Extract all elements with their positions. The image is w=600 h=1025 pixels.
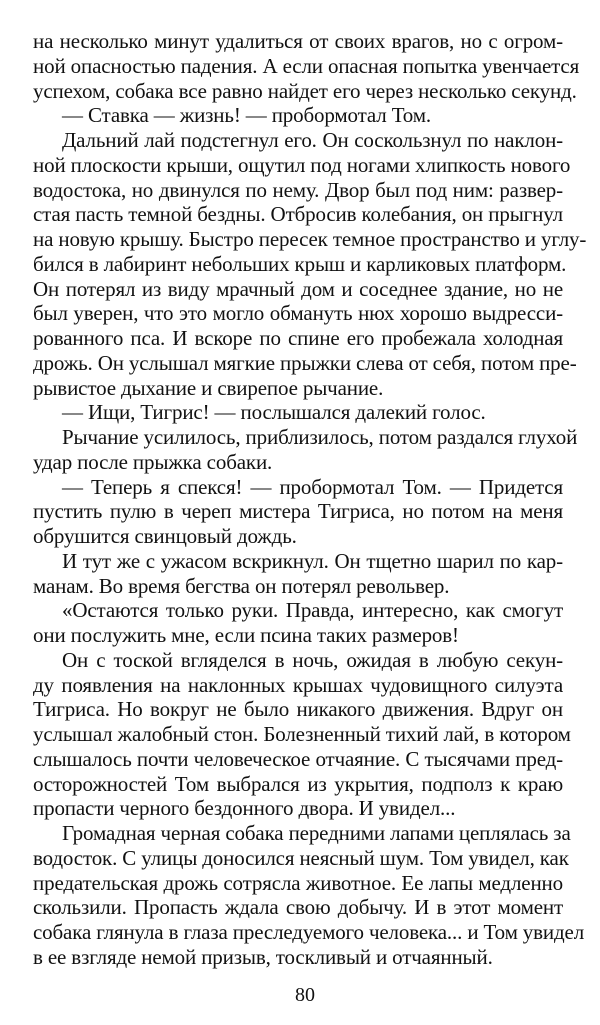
- text-line: бился в лабиринт небольших крыш и карликовых платформ.: [33, 251, 567, 276]
- text-line: И тут же с ужасом вскрикнул. Он тщетно шарил по кар-: [62, 548, 563, 573]
- text-line: был уверен, что это могло обмануть нюх хорошо выдресси-: [33, 301, 563, 326]
- text-line: пустить пулю в череп мистера Тигриса, но потом на меня: [33, 499, 563, 524]
- text-line: водостока, но двинулся по нему. Двор был под ним: развер-: [33, 177, 563, 202]
- text-line: — Ставка — жизнь! — пробормотал Том.: [62, 103, 431, 128]
- text-line: пропасти черного бездонного двора. И увидел...: [33, 796, 456, 821]
- text-line: ной плоскости крыши, ощутил под ногами хлипкость нового: [33, 152, 571, 177]
- text-line: собака глянула в глаза преследуемого человека... и Том увидел: [33, 920, 585, 944]
- text-line: стая пасть темной бездны. Отбросив колебания, он прыгнул: [33, 202, 563, 227]
- text-line: они послужить мне, если псина таких размеров!: [33, 623, 459, 647]
- text-line: скользили. Пропасть ждала свою добычу. И в этот момент: [33, 895, 563, 920]
- text-line: водосток. С улицы доносился неясный шум. Том увидел, как: [33, 845, 569, 870]
- text-line: на новую крышу. Быстро пересек темное пространство и углу-: [33, 227, 587, 251]
- text-line: в ее взгляде немой призыв, тоскливый и отчаянный.: [33, 944, 493, 969]
- text-line: осторожностей Том выбрался из укрытия, подполз к краю: [33, 771, 563, 796]
- text-line: обрушится свинцовый дождь.: [33, 524, 297, 548]
- text-line: «Остаются только руки. Правда, интересно, как смогут: [62, 598, 563, 623]
- text-line: рывистое дыхание и свирепое рычание.: [33, 375, 384, 400]
- text-line: ду появления на наклонных крышах чудовищного силуэта: [33, 672, 563, 697]
- text-line: Он с тоской вгляделся в ночь, ожидая в любую секун-: [62, 647, 563, 672]
- text-line: удар после прыжка собаки.: [33, 449, 273, 474]
- book-page-text: [33, 29, 587, 970]
- text-line: на несколько минут удалиться от своих врагов, но с огром-: [33, 29, 563, 53]
- text-line: успехом, собака все равно найдет его через несколько секунд.: [33, 78, 577, 103]
- text-line: ной опасностью падения. А если опасная попытка увенчается: [33, 53, 580, 78]
- text-line: Рычание усилилось, приблизилось, потом раздался глухой: [62, 425, 578, 449]
- page-number: 80: [295, 984, 315, 1006]
- text-line: Тигриса. Но вокруг не было никакого движения. Вдруг он: [33, 697, 563, 722]
- text-line: Он потерял из виду мрачный дом и соседнее здание, но не: [33, 276, 563, 301]
- text-line: Дальний лай подстегнул его. Он соскользнул по наклон-: [62, 128, 563, 152]
- text-line: дрожь. Он услышал мягкие прыжки слева от себя, потом пре-: [33, 350, 577, 375]
- text-line: — Теперь я спекся! — пробормотал Том. — Придется: [62, 474, 563, 499]
- text-line: рованного пса. И вскоре по спине его пробежала холодная: [33, 326, 563, 350]
- text-line: манам. Во время бегства он потерял револьвер.: [33, 573, 450, 598]
- text-line: слышалось почти человеческое отчаяние. С тысячами пред-: [33, 746, 563, 771]
- text-line: предательская дрожь сотрясла животное. Ее лапы медленно: [33, 870, 563, 895]
- text-line: услышал жалобный стон. Болезненный тихий лай, в котором: [33, 722, 571, 746]
- text-line: — Ищи, Тигрис! — послышался далекий голос.: [62, 400, 486, 425]
- text-line: Громадная черная собака передними лапами цеплялась за: [62, 821, 571, 845]
